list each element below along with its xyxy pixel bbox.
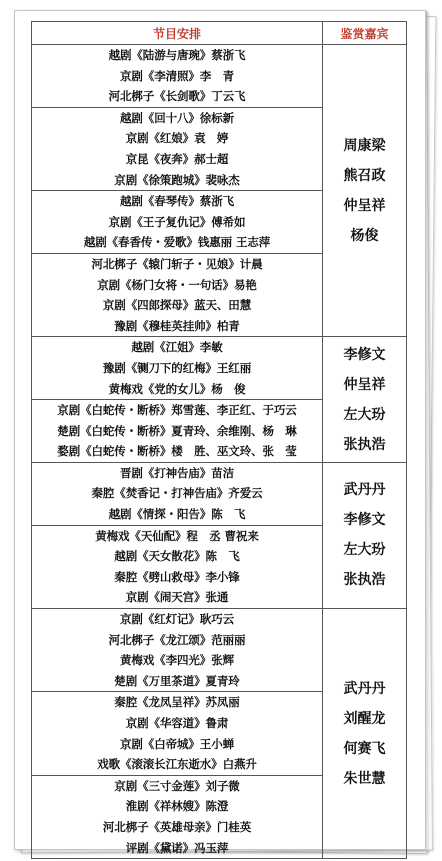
- program-line: 京昆《夜奔》郝士超: [125, 151, 229, 166]
- program-line: 河北梆子《龙江颂》范丽丽: [108, 632, 246, 647]
- program-group: [32, 337, 323, 400]
- table-row: [32, 45, 407, 108]
- program-line: 婺剧《白蛇传・断桥》楼 胜、巫文玲、张 莹: [57, 444, 297, 459]
- program-line: 河北梆子《英雄母亲》门桂英: [102, 819, 252, 834]
- guest-name: 熊召政: [343, 167, 386, 184]
- program-line: 豫剧《铡刀下的红梅》王红丽: [102, 360, 252, 375]
- program-line: 秦腔《龙凤呈祥》苏凤丽: [114, 695, 240, 710]
- guest-name: 张执浩: [343, 436, 386, 453]
- guest-name: 仲呈祥: [343, 376, 386, 393]
- program-line: 越剧《春香传・爱歌》钱惠丽 王志萍: [83, 235, 271, 250]
- program-group: [32, 107, 323, 190]
- guest-name: 仲呈祥: [343, 197, 386, 214]
- table-row: [32, 337, 407, 400]
- program-line: 淮剧《祥林嫂》陈澄: [125, 799, 229, 814]
- program-line: 河北梆子《长剑歌》丁云飞: [108, 89, 246, 104]
- program-table: [31, 21, 407, 859]
- program-group: [32, 692, 323, 775]
- program-line: 戏歌《滚滚长江东逝水》白燕升: [97, 757, 257, 772]
- guest-name: 周康梁: [343, 137, 386, 154]
- program-line: 京剧《白帝城》王小蝉: [120, 736, 234, 751]
- program-column-header: 节目安排: [32, 22, 323, 45]
- guest-name: 杨俊: [350, 227, 379, 244]
- guests-column-header: 鉴赏嘉宾: [323, 22, 407, 45]
- program-group: [32, 400, 323, 463]
- program-line: 评剧《黛诺》冯玉萍: [125, 840, 229, 855]
- guest-cell: [323, 462, 407, 608]
- program-line: 豫剧《穆桂英挂帅》柏青: [114, 318, 240, 333]
- program-line: 京剧《闹天宫》张通: [125, 590, 229, 605]
- program-line: 京剧《华容道》鲁肃: [125, 716, 229, 730]
- guest-name: 李修文: [343, 346, 386, 363]
- program-line: 秦腔《劈山救母》李小锋: [114, 569, 240, 584]
- program-group: [32, 253, 323, 336]
- program-line: 黄梅戏《天仙配》程 丞 曹祝来: [95, 528, 259, 543]
- guest-name: 左大玢: [343, 542, 386, 559]
- guest-name: 何赛飞: [343, 740, 386, 757]
- guest-cell: [323, 45, 407, 337]
- program-line: 黄梅戏《党的女儿》杨 俊: [108, 381, 246, 396]
- program-line: 京剧《杨门女将・一句话》易艳: [97, 277, 257, 292]
- program-line: 越剧《春琴传》蔡浙飞: [120, 194, 234, 209]
- guest-name: 左大玢: [343, 406, 386, 423]
- program-line: 越剧《天女散花》陈 飞: [114, 549, 240, 564]
- program-line: 秦腔《焚香记・打神告庙》齐爱云: [91, 486, 263, 501]
- guest-name: 刘醒龙: [343, 710, 386, 727]
- program-group: [32, 609, 323, 692]
- program-line: 越剧《江姐》李敏: [131, 340, 223, 355]
- guest-name: 朱世慧: [343, 770, 386, 787]
- table-row: [32, 462, 407, 525]
- program-line: 黄梅戏《李四光》张辉: [120, 653, 234, 668]
- program-line: 越剧《情探・阳告》陈 飞: [108, 507, 246, 522]
- guest-name: 李修文: [343, 512, 386, 529]
- guest-cell: [323, 337, 407, 463]
- program-group: [32, 525, 323, 608]
- program-line: 京剧《四郎探母》蓝天、田慧: [102, 298, 252, 313]
- program-line: 晋剧《打神告庙》苗洁: [120, 465, 234, 480]
- program-group: [32, 45, 323, 108]
- program-line: 楚剧《白蛇传・断桥》夏青玲、余维刚、杨 琳: [57, 423, 297, 438]
- program-line: 京剧《徐策跑城》裴咏杰: [114, 172, 240, 187]
- program-line: 楚剧《万里茶道》夏青玲: [114, 673, 240, 688]
- program-line: 京剧《王子复仇记》傅希如: [108, 214, 246, 229]
- program-group: [32, 191, 323, 254]
- table-header-row: [32, 22, 407, 45]
- program-group: [32, 775, 323, 858]
- guest-name: 武丹丹: [343, 680, 386, 697]
- program-line: 京剧《白蛇传・断桥》郑雪莲、李正红、于巧云: [57, 403, 297, 418]
- guest-name: 张执浩: [343, 572, 386, 589]
- program-line: 京剧《红灯记》耿巧云: [120, 612, 234, 627]
- program-group: [32, 462, 323, 525]
- program-line: 越剧《陆游与唐琬》蔡浙飞: [108, 48, 246, 62]
- guest-name: 武丹丹: [343, 482, 386, 499]
- guest-cell: [323, 609, 407, 859]
- program-line: 京剧《红娘》袁 婷: [125, 131, 229, 146]
- program-line: 越剧《回十八》徐标新: [120, 110, 234, 125]
- program-line: 京剧《李清照》李 青: [120, 68, 234, 83]
- program-sheet: [14, 10, 426, 855]
- program-line: 京剧《三寸金莲》刘子微: [114, 778, 240, 793]
- table-body: [32, 45, 407, 859]
- program-line: 河北梆子《辕门斩子・见娘》计晨: [91, 256, 263, 271]
- table-row: [32, 609, 407, 692]
